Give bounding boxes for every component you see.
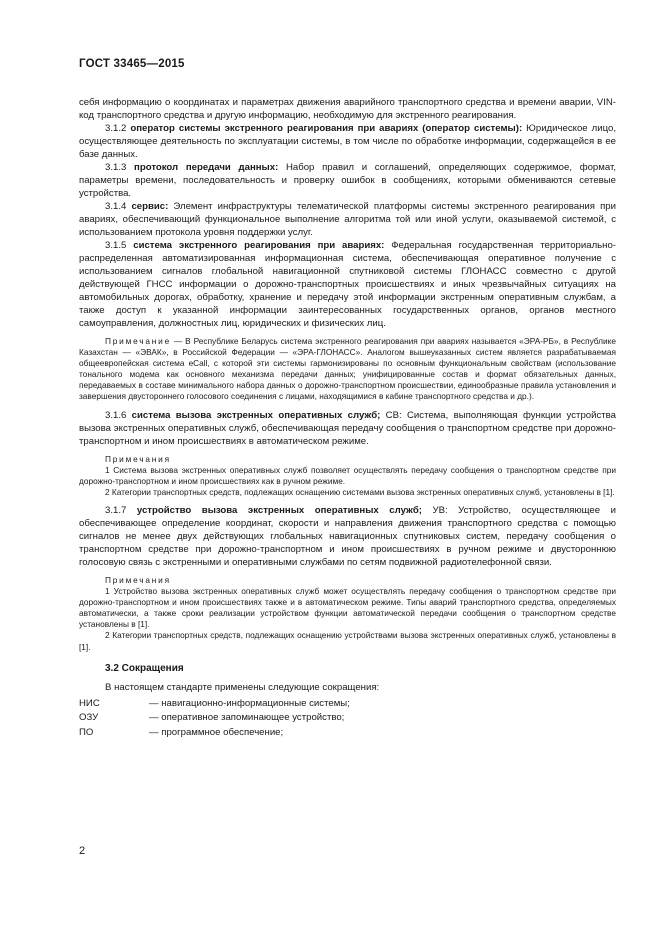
definition-3-1-5 — [79, 239, 616, 330]
note-item: 2 Категории транспортных средств, подлежащих оснащению системами вызова экстренных оперативных служб, установлены в [1]. — [105, 486, 615, 497]
definition-text: Юридическое лицо, осуществляющее деятельность по эксплуатации системы, в том числе по обработке информации, содержащейся в ее базе данных. — [79, 123, 616, 160]
note-3-1-5 — [79, 336, 616, 403]
definition-text: Набор правил и соглашений, определяющих содержимое, формат, параметры времени, последовательность и проверку ошибок в сообщениях, которыми обмениваются сетевые устройства. — [79, 162, 616, 199]
defined-term: сервис: — [131, 201, 169, 212]
document-header: ГОСТ 33465—2015 — [79, 58, 185, 70]
defined-term: протокол передачи данных: — [134, 162, 279, 173]
clause-number: 3.1.6 — [105, 409, 132, 421]
note-item: 1 Система вызова экстренных оперативных служб позволяет осуществлять передачу сообщения о транспортном средстве при дорожно-транспортном и ином происшествиях как в ручном режиме. — [79, 464, 616, 486]
definition-3-1-7 — [79, 504, 616, 569]
note-item: 1 Устройство вызова экстренных оперативных служб может осуществлять передачу сообщения о транспортном средстве при дорожно-транспортном и ином происшествиях также и в автоматическом режиме. Типы аварий транспортного средства, определяемых автоматически, а также сроки реализации устройством функции автоматической передачи сообщения о транспортном средстве установлены в [1]. — [79, 586, 616, 630]
definition-3-1-4 — [79, 200, 616, 239]
abbreviation-definition: — программное обеспечение; — [149, 726, 284, 738]
paragraph-continuation: себя информацию о координатах и параметрах движения аварийного транспортного средства и времени аварии, VIN-код транспортного средства и другую информацию, необходимую для экстренного реагирования. — [79, 97, 616, 121]
clause-number: 3.1.7 — [105, 504, 137, 516]
note-label: Примечание — [105, 336, 172, 346]
defined-term: система вызова экстренных оперативных служб; — [131, 409, 381, 421]
abbreviation-row — [79, 697, 616, 712]
document-body — [79, 96, 616, 740]
note-item: 2 Категории транспортных средств, подлежащих оснащению устройствами вызова экстренных оперативных служб, установлены в [1]. — [79, 630, 616, 652]
definition-text: Элемент инфраструктуры телематической платформы системы экстренного реагирования при авариях, обеспечивающий функциональное выполнение алгоритма той или иной услуги, оказываемой системой, с использованием протокола уровня поддержки услуг. — [79, 201, 616, 238]
abbreviation-term: НИС — [79, 697, 100, 709]
clause-number: 3.1.5 — [105, 240, 134, 251]
section-intro: В настоящем стандарте применены следующие сокращения: — [105, 681, 380, 693]
clause-number: 3.1.4 — [105, 201, 132, 212]
definition-3-1-6 — [79, 409, 616, 448]
definition-3-1-2 — [79, 122, 616, 161]
defined-term: система экстренного реагирования при авариях: — [133, 240, 385, 251]
definition-text: УВ: Устройство, осуществляющее и обеспечивающее определение координат, скорости и направления движения транспортного средства с помощью сигналов не менее двух действующих глобальных навигационных спутниковых систем, передачу сообщения о транспортном средстве при дорожно-транспортном и ином происшествиях в ручном режиме и двустороннюю голосовую связь с экстренными и оперативными службами по сетям подвижной радиотелефонной связи. — [79, 504, 616, 568]
note-text: — В Республике Беларусь система экстренного реагирования при авариях называется «ЭРА-РБ», в Республике Казахстан — «ЭВАК», в Российской Федерации — «ЭРА-ГЛОНАСС». Аналогом вышеуказанных систем является разрабатываемая общеевропейская система eCall, с которой эти системы гармонизированы по основным функциональным свойствам (использование тонального модема как основного механизма передачи данных; унифицированные состав и формат обязательных данных, передаваемых в составе минимального набора данных о дорожно-транспортном происшествии, единообразные правила установления и завершения двустороннего голосового соединения с лицами, находящимися в кабине транспортного средства и др.). — [79, 336, 616, 402]
abbreviation-definition: — оперативное запоминающее устройство; — [149, 712, 345, 724]
notes-title: Примечания — [105, 453, 171, 464]
abbreviation-term: ОЗУ — [79, 712, 99, 724]
section-title: 3.2 Сокращения — [105, 662, 184, 674]
definition-text: Федеральная государственная территориально-распределенная автоматизированная информационная система, обеспечивающая оперативное получение с использованием сигналов глобальной навигационной спутниковой системы ГЛОНАСС совместно с другой действующей ГНСС информации о дорожно-транспортных происшествиях и иных чрезвычайных ситуациях на автомобильных дорогах, обработку, хранение и передачу этой информации экстренным оперативным службам, а также доступ к указанной информации заинтересованных государственных органов, органов местного самоуправления, должностных лиц, юридических и физических лиц. — [79, 240, 616, 329]
defined-term: оператор системы экстренного реагирования при авариях (оператор системы): — [130, 123, 523, 134]
abbreviation-list — [79, 697, 616, 741]
abbreviation-row — [79, 711, 616, 726]
definition-3-1-3 — [79, 161, 616, 200]
definition-text: СВ: Система, выполняющая функции устройства вызова экстренных оперативных служб, обеспечивающая передачу сообщения о транспортном средстве при дорожно-транспортном и ином происшествиях в автоматическом режиме. — [79, 409, 616, 447]
notes-title: Примечания — [105, 574, 171, 585]
clause-number: 3.1.2 — [105, 123, 131, 134]
abbreviation-definition: — навигационно-информационные системы; — [149, 697, 350, 709]
abbreviation-term: ПО — [79, 726, 94, 738]
abbreviation-row — [79, 726, 616, 741]
clause-number: 3.1.3 — [105, 162, 135, 173]
page-number: 2 — [79, 845, 86, 857]
defined-term: устройство вызова экстренных оперативных служб; — [136, 504, 422, 516]
